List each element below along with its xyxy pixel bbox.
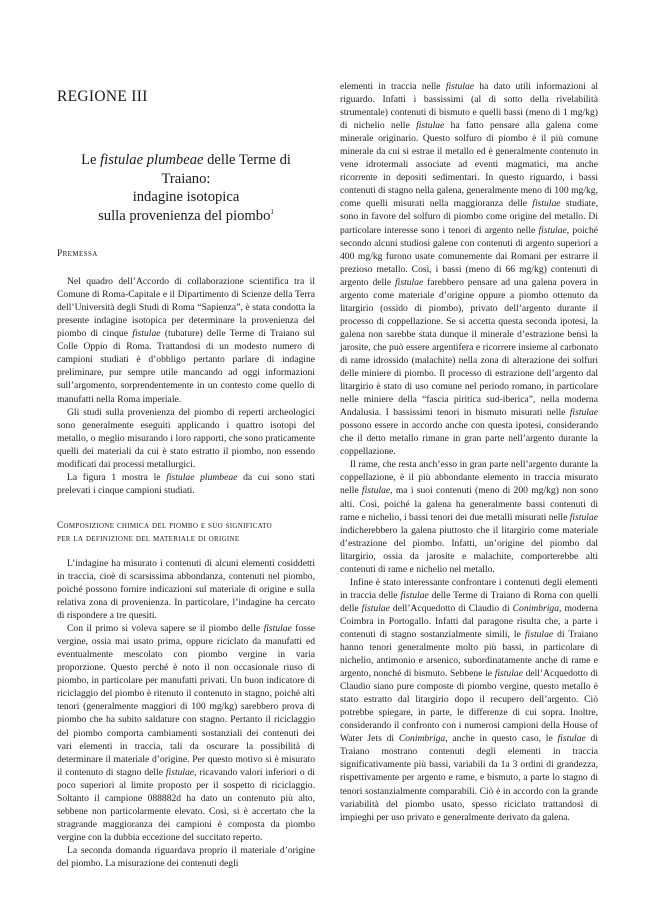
- italic-term: fistulae: [400, 589, 429, 601]
- text: elementi in traccia nelle: [340, 81, 446, 92]
- text: La figura 1 mostra le: [67, 471, 167, 483]
- region-heading: REGIONE III: [57, 88, 148, 105]
- italic-term: fistulae: [557, 733, 586, 745]
- paragraph: L’indagine ha misurato i contenuti di alcuni elementi cosiddetti in traccia, cioè di scarsissima abbondanza, contenuti nel piombo, poiché possono fornire indicazioni sul materiale di origine e sulla relativa zona di provenienza. In particolare, l’indagine ha cercato di rispondere a tre quesiti.: [57, 557, 315, 622]
- title-line2: indagine isotopica: [132, 189, 240, 206]
- paragraph: [57, 471, 315, 497]
- footnote-mark: 1: [270, 207, 274, 216]
- text: Con il primo si voleva sapere se il piombo delle: [67, 623, 264, 635]
- paragraph: La seconda domanda riguardava proprio il materiale d’origine del piombo. La misurazione dei contenuti degli: [57, 844, 315, 869]
- paragraph: [340, 576, 598, 824]
- title-post: delle Terme di Traiano:: [161, 152, 291, 187]
- paragraph: [340, 458, 598, 575]
- italic-term: fistulae: [445, 81, 475, 92]
- italic-term: fistulae: [538, 224, 567, 236]
- italic-term: fistulae: [569, 511, 598, 523]
- text: farebbero pensare ad una galena povera in argento come materiale d’origine oppure a piombo ottenuto da litargirio (ossido di piombo), privato dell’argento durante il processo di coppellazione. Se si accetta questa seconda ipotesi, la galena non sarebbe stata dunque il minerale d’estrazione bensì la jarosite, che può essere argentifera e ricorrere insieme al carbonato di rame idrossido (malachite) nella zona di alterazione dei solfuri delle miniere di piombo. Il processo di estrazione dell’argento dal litargirio è stato di uso comune nel periodo romano, in particolare nelle miniere della “fascia piritica sud-iberica”, nella moderna Andalusia. I bassissimi tenori in bismuto misurati nelle: [340, 276, 598, 419]
- text: indicherebbero la galena piuttosto che il litargirio come materiale d’estrazione del piombo. Infatti, un’origine del piombo dal litargirio, ossia da jarosite e malachite, comporterebbe alti contenuti di rame e nichelio nel metallo.: [340, 524, 598, 575]
- text: , moderna Coimbra in Portogallo. Infatti dal paragone risulta che, a parte i contenuti di stagno sostanzialmente simili, le: [340, 602, 599, 640]
- italic-term: fistulae: [532, 198, 561, 210]
- text: (tubature) delle Terme di Traiano sul Colle Oppio di Roma. Trattandosi di un modesto numero di campioni studiati è d’obbligo pertanto parlare di indagine preliminare, pur sempre utile mancando ad oggi informazioni sull’argomento, sorprendentemente in un contesto come quello di manufatti nella Roma imperiale.: [57, 328, 316, 405]
- italic-term: fistulae: [165, 766, 195, 778]
- title-italic: fistulae plumbeae: [100, 152, 204, 169]
- italic-term: fistulae: [494, 668, 523, 680]
- article-title: [57, 151, 315, 225]
- text: studiate, sono in favore del solfuro di piombo come origine del metallo. Di particolare interesse sono i tenori di argento nelle: [340, 198, 598, 236]
- italic-term: Conimbriga: [398, 733, 446, 745]
- heading-line: per la definizione del materiale di origine: [57, 533, 240, 544]
- italic-term: fistulae plumbeae: [166, 471, 238, 483]
- italic-term: fistulae: [416, 120, 445, 132]
- text: ha fatto pensare alla galena come minerale originario. Questo solfuro di piombo è il più comune minerale da cui si estrae il metallo ed è generalmente contenuto in vene idrotermali associate ad eventi magmatici, ma anche ricorrente in depositi sedimentari. In questo riguardo, i bassi contenuti di stagno nella galena, generalmente meno di 100 mg/kg, come quelli misurati nella maggioranza delle: [340, 120, 598, 210]
- text: di Traiano hanno tenori generalmente molto più bassi, in particolare di nichelio, antimonio e arsenico, subordinatamente anche di rame e argento, nonché di bismuto. Sebbene le: [340, 628, 598, 680]
- heading-line: Composizione chimica del piombo e suo significato: [57, 520, 272, 531]
- text: da cui sono stati prelevati i cinque campioni studiati.: [57, 471, 315, 496]
- italic-term: Conimbriga: [512, 602, 560, 614]
- text: Nel quadro dell’Accordo di collaborazione scientifica tra il Comune di Roma-Capitale e il Dipartimento di Scienze della Terra dell’Università degli Studi di Roma “Sapienza”, è stata condotta la presente indagine isotopica per determinare la provenienza del piombo di cinque: [57, 276, 315, 340]
- paragraph: [57, 275, 315, 405]
- title-line3: sulla provenienza del piombo: [98, 207, 271, 224]
- text: , ma i suoi contenuti (meno di 200 mg/kg) non sono alti. Così, poiché la galena ha generalmente bassi contenuti di rame e nichelio, i bassi tenori dei due metalli misurati nelle: [340, 485, 598, 523]
- section-heading-premessa: Premessa: [57, 249, 98, 260]
- italic-term: fistulae: [361, 602, 390, 614]
- section-heading-composizione: [57, 520, 315, 546]
- paragraph: [57, 622, 315, 844]
- paragraph: [340, 80, 598, 458]
- italic-term: fistulae: [569, 407, 598, 419]
- text: Infine è stato interessante confrontare i contenuti degli elementi in traccia delle: [340, 576, 598, 601]
- italic-term: fistulae: [361, 485, 391, 497]
- text: delle Terme di Traiano di Roma con quelli delle: [340, 589, 598, 614]
- text: di Traiano mostrano contenuti degli elementi in traccia significativamente più bassi, variabili da 1a 3 ordini di grandezza, rispettivamente per argento e rame, e bismuto, a parte lo stagno di tenori sostanzialmente comparabili. Ciò è in accordo con la grande variabilità del piombo usato, spesso riciclato trattandosi di impieghi per uso privato e generalmente derivato da galena.: [340, 733, 598, 823]
- title-pre: Le: [81, 152, 101, 169]
- italic-term: fistulae: [524, 628, 554, 640]
- text: dell’Acquedotto di Claudio siano pure composte di piombo vergine, questo metallo è stato estratto dal litargirio dopo il recupero dell’argento. Ciò potrebbe spiegare, in parte, le differenze di cui sopra. Inoltre, considerando il confronto con i numerosi campioni della House of Water Jets di: [340, 668, 598, 745]
- text: Il rame, che resta anch’esso in gran parte nell’argento durante la coppellazione, è il più abbondante elemento in traccia misurato nelle: [340, 459, 598, 497]
- text: , ricavando valori inferiori o di poco superiori al limite proposto per il sospetto di riciclaggio. Soltanto il campione 088882d ha dato un contenuto più alto, sebbene non particolarmente elevato. Così, si è accertato che la stragrande maggioranza dei campioni è composta da piombo vergine con la dubbia eccezione del succitato reperto.: [57, 766, 315, 843]
- text: , anche in questo caso, le: [445, 733, 558, 745]
- text: fosse vergine, ossia mai usato prima, oppure riciclato da manufatti ed eventualmente mescolato con piombo vergine in varia proporzione. Questo perché è noto il non occasionale riuso di piombo, in particolare per manufatti privati. Un buon indicatore di riciclaggio del piombo è ritenuto il contenuto in stagno, poiché alti tenori (generalmente maggiori di 100 mg/kg) sarebbero prova di piombo che ha subito saldature con stagno. Pertanto il riciclaggio del piombo comporta cambiamenti sostanziali dei contenuti dei vari elementi in traccia, tali da oscurare la possibilità di determinare il materiale d’origine. Per questo motivo si è misurato il contenuto di stagno delle: [57, 623, 315, 778]
- text: dell’Acquedotto di Claudio di: [389, 602, 513, 614]
- title-line1: [81, 152, 291, 187]
- paragraph: Gli studi sulla provenienza del piombo di reperti archeologici sono generalmente eseguiti applicando i quattro isotopi del metallo, o meglio misurando i loro rapporti, che sono praticamente quelli dei materiali da cui è stato estratto il piombo, non essendo modificati dai processi metallurgici.: [57, 406, 315, 470]
- text: possono essere in accordo anche con questa ipotesi, considerando che il detto metallo rimane in gran parte nell’argento durante la coppellazione.: [340, 420, 598, 458]
- text: , poiché secondo alcuni studiosi galene con contenuti di argento superiori a 400 mg/kg furono usate comunemente dai Romani per estrarre il prezioso metallo. Così, i bassi (meno di 66 mg/kg) contenuti di argento delle: [340, 224, 598, 288]
- italic-term: fistulae: [263, 623, 292, 635]
- left-column: [57, 90, 315, 870]
- italic-term: fistulae: [395, 276, 424, 288]
- right-column: [340, 80, 598, 824]
- italic-term: fistulae: [132, 328, 161, 340]
- text: ha dato utili informazioni al riguardo. Infatti i bassissimi (al di sotto della rivelabilità strumentale) contenuti di bismuto e quelli bassi (meno di 1 mg/kg) di nichelio nelle: [340, 81, 598, 132]
